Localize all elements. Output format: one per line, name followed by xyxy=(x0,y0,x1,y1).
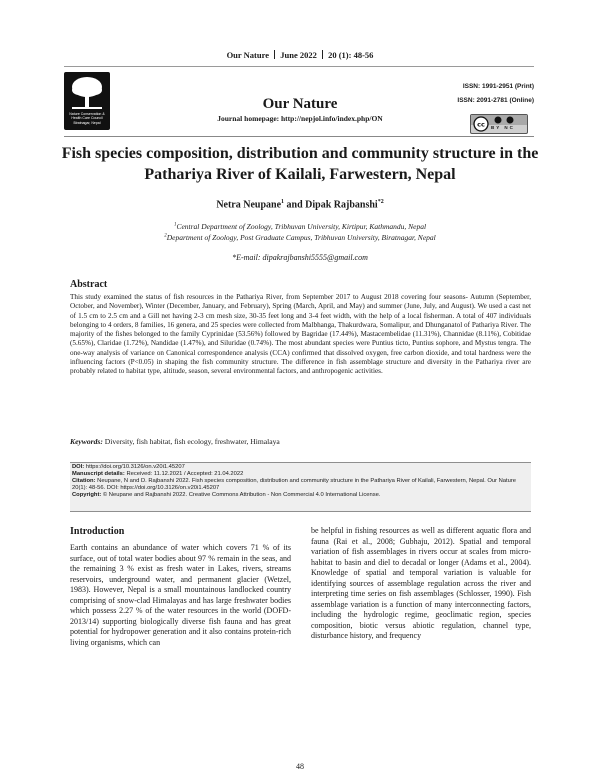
journal-logo xyxy=(64,72,110,130)
author-conjunction: and xyxy=(284,199,306,211)
logo-text: Nature Conservation & Health Care Council Biratnagar, Nepal xyxy=(69,112,105,125)
keywords-label: Keywords: xyxy=(70,437,103,446)
info-copyright-text: © Neupane and Rajbanshi 2022. Creative Commons Attribution - Non Commercial 4.0 International License. xyxy=(101,492,381,499)
tree-icon xyxy=(64,72,110,112)
introduction-right-column: be helpful in fishing resources as well as different aquatic flora and fauna (Rai et al., 2008; Gubhaju, 2012). Spatial and temporal variation of fish assemblages in rivers occur at scales from micro-habitat to basin and diel to decadal or longer (Adams et al., 2004). Knowledge of spatial and temporal variation is valuable for identifying sources of assemblage regulation across the river and interpreting time series on fish assemblages (Schlosser, 1990). Fish assemblage variation is a function of many interconnecting factors, including the hydrologic regime, geoclimatic region, species composition, biotic versus abiotic regulation, channel type, disturbance history, and frequency xyxy=(311,526,531,640)
author-list xyxy=(60,199,540,210)
keywords-text: Diversity, fish habitat, fish ecology, freshwater, Himalaya xyxy=(102,437,280,446)
info-citation-label: Citation: xyxy=(72,478,96,485)
running-head-separator xyxy=(274,50,275,59)
info-citation-text: Neupane, N and D. Rajbanshi 2022. Fish species composition, distribution and community structure in the Pathariya River of Kailali, Farwestern, Nepal. Our Nature 20(1): 48-56. DOI: https://doi.org/10.3126/on.v20i1.45207 xyxy=(72,478,516,492)
journal-name: Our Nature xyxy=(262,96,338,112)
info-copyright-label: Copyright: xyxy=(72,492,102,499)
info-citation xyxy=(72,478,529,492)
author-name: Netra Neupane xyxy=(216,199,282,211)
info-manuscript-label: Manuscript details: xyxy=(72,471,125,478)
running-head-journal: Our Nature xyxy=(226,50,269,60)
affiliation-text: Central Department of Zoology, Tribhuvan University, Kirtipur, Kathmandu, Nepal xyxy=(176,222,427,231)
page-number: 48 xyxy=(296,762,304,771)
author-affiliation-mark: *2 xyxy=(377,199,384,205)
header-rule-top xyxy=(64,66,534,67)
affiliation-mark: 2 xyxy=(164,233,167,239)
svg-text:cc: cc xyxy=(477,120,485,129)
header-rule-bottom xyxy=(64,136,534,137)
running-head xyxy=(0,50,600,60)
affiliation-text: Department of Zoology, Post Graduate Campus, Tribhuvan University, Biratnagar, Nepal xyxy=(166,233,436,242)
introduction-heading: Introduction xyxy=(70,526,125,537)
abstract-body: This study examined the status of fish resources in the Pathariya River, from September 2017 to August 2018 covering four seasons- Autumn (September, October, and November), Winter (December, January, and February), Spring (March, April, and May) and summer (June, July, and August). We used a cast net of 1.5 cm to 2.5 cm and a Gill net having 2-3 cm mesh size, 30-35 feet long and 3-4 feet width, with the help of a local fisherman. A total of 407 individuals belonging to 4 orders, 8 families, 16 genera, and 25 species were collected from Malbhanga, Thakurdwara, Somalipur, and Dhunganatol of Pathariya River. The majority of the fishes belonged to the family Cyprinidae (53.56%) followed by Bagridae (17.44%), Mastacembelidae (11.31%), Channidae (8.11%), Cobitidae (5.65%), Claridae (1.72%), Nandidae (1.47%), and Siluridae (0.74%). The most abundant species were Puntius ticto, Puntius sophore, and Mystus tengra. The one-way analysis of variance on Canonical correspondence analysis (CCA) confirmed that dissolved oxygen, free carbon dioxide, and total hardness were the influencing factors (P<0.05) in shaping the fish community structure. The difference in fish assemblage structure and diversity in the Pathariya river are probably related to habitat type, altitude, season, several environmental factors, and anthropogenic activities. xyxy=(70,293,531,376)
running-head-date: June 2022 xyxy=(280,50,317,60)
info-doi-label: DOI: xyxy=(72,464,85,470)
introduction-left-column: Earth contains an abundance of water which covers 71 % of its surface, out of total water bodies about 97 % remain in the seas, and the remaining 3 % exist as fresh water in Lakes, rivers, streams reservoirs, underground water, and permanent glacier (Wetzel, 1983). However, Nepal is a small mountainous landlocked country comprising of snow-clad Himalayas and has large freshwater bodies which possess 2.27 % of the water resources in the world (DOFD-2013/14) supporting biologically diverse fish fauna and has great potential for hydropower generation and it also contains protein-rich living organisms, which can xyxy=(70,543,291,647)
issn-print: ISSN: 1991-2951 (Print) xyxy=(462,83,534,90)
keywords xyxy=(70,437,531,446)
info-doi xyxy=(72,464,529,471)
affiliation-1 xyxy=(60,222,540,231)
running-head-volume: 20 (1): 48-56 xyxy=(328,50,374,60)
issn-online: ISSN: 2091-2781 (Online) xyxy=(457,97,534,104)
creative-commons-icon xyxy=(471,115,527,133)
info-manuscript xyxy=(72,471,529,478)
info-doi-link[interactable]: https://doi.org/10.3126/on.v20i1.45207 xyxy=(84,464,185,470)
corresponding-email[interactable]: *E-mail: dipakrajbanshi5555@gmail.com xyxy=(232,253,368,262)
license-badge-label: BY NC xyxy=(491,125,515,130)
author-name: Dipak Rajbanshi xyxy=(305,199,378,211)
running-head-separator xyxy=(322,50,323,59)
article-info-box xyxy=(70,462,531,512)
affiliation-mark: 1 xyxy=(173,222,177,228)
info-manuscript-text: Received: 11.12.2021 / Accepted: 21.04.2022 xyxy=(124,471,244,478)
info-copyright xyxy=(72,492,529,499)
affiliation-2 xyxy=(60,233,540,242)
article-title: Fish species composition, distribution and community structure in the Pathariya River of Kailali, Farwestern, Nepal xyxy=(61,145,539,183)
abstract-heading: Abstract xyxy=(70,279,108,290)
journal-homepage[interactable]: Journal homepage: http://nepjol.info/index.php/ON xyxy=(217,114,383,123)
author-affiliation-mark: 1 xyxy=(281,199,285,205)
license-badge[interactable] xyxy=(470,114,528,134)
